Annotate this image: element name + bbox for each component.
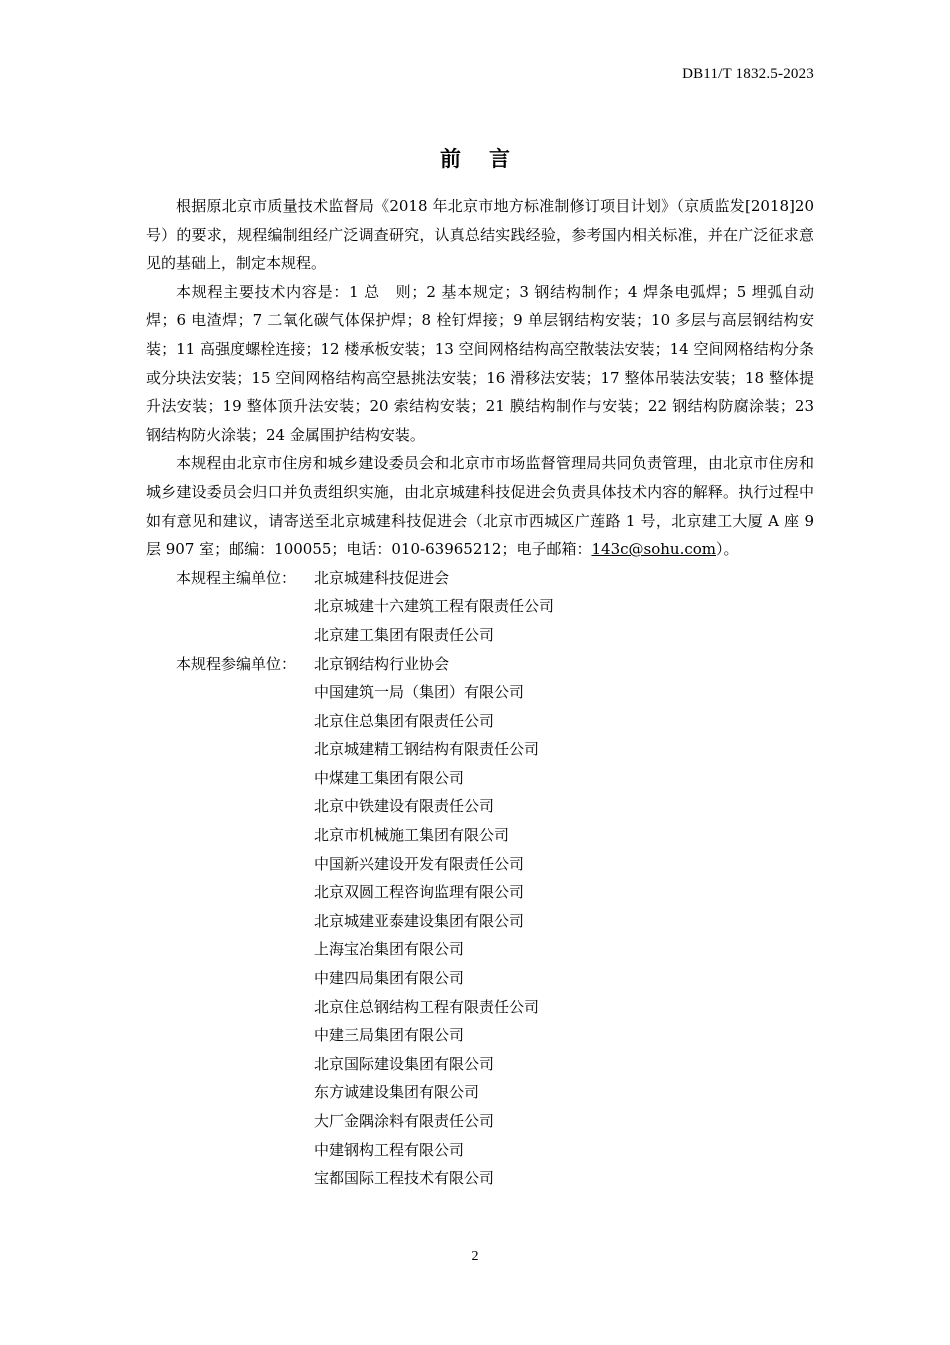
chief-editor-label: 本规程主编单位： (176, 568, 297, 587)
chief-editor-name: 北京城建十六建筑工程有限责任公司 (314, 597, 555, 616)
participating-name: 北京住总钢结构工程有限责任公司 (314, 997, 540, 1016)
participating-name: 东方诚建设集团有限公司 (314, 1083, 480, 1102)
participating-name: 中建三局集团有限公司 (314, 1026, 465, 1045)
list-item (146, 792, 814, 821)
chief-editor-units (146, 564, 814, 650)
participating-name: 北京中铁建设有限责任公司 (314, 797, 495, 816)
participating-name: 中建钢构工程有限公司 (314, 1140, 465, 1159)
participating-name: 上海宝冶集团有限公司 (314, 940, 465, 959)
participating-name: 北京市机械施工集团有限公司 (314, 826, 510, 845)
document-code: DB11/T 1832.5-2023 (682, 66, 814, 82)
list-item (146, 1136, 814, 1165)
paragraph-main-content: 本规程主要技术内容是：1 总 则；2 基本规定；3 钢结构制作；4 焊条电弧焊；5 埋弧自动焊；6 电渣焊；7 二氧化碳气体保护焊；8 栓钉焊接；9 单层钢结构安装；10 多层与高层钢结构安装；11 高强度螺栓连接；12 楼承板安装；13 空间网格结构高空散装法安装；14 空间网格结构分条或分块法安装；15 空间网格结构高空悬挑法安装；16 滑移法安装；17 整体吊装法安装；18 整体提升法安装；19 整体顶升法安装；20 索结构安装；21 膜结构制作与安装；22 钢结构防腐涂装；23 钢结构防火涂装；24 金属围护结构安装。 (146, 282, 814, 444)
participating-name: 北京城建精工钢结构有限责任公司 (314, 740, 540, 759)
list-item (146, 964, 814, 993)
list-item (146, 1164, 814, 1193)
list-item (146, 1078, 814, 1107)
participating-name: 北京城建亚泰建设集团有限公司 (314, 911, 525, 930)
list-item (146, 850, 814, 879)
participating-name: 北京国际建设集团有限公司 (314, 1054, 495, 1073)
management-text-end: ）。 (716, 540, 739, 559)
paragraph-basis: 根据原北京市质量技术监督局《2018 年北京市地方标准制修订项目计划》（京质监发[2018]20 号）的要求，规程编制组经广泛调查研究，认真总结实践经验，参考国内相关标准，并在广泛征求意见的基础上，制定本规程。 (146, 197, 814, 273)
list-item (146, 1050, 814, 1079)
list-item (146, 678, 814, 707)
participating-name: 北京住总集团有限责任公司 (314, 711, 495, 730)
participating-name: 北京钢结构行业协会 (314, 654, 450, 673)
chief-editor-name: 北京城建科技促进会 (314, 568, 450, 587)
list-item (146, 621, 814, 650)
participating-name: 中建四局集团有限公司 (314, 969, 465, 988)
list-item (146, 935, 814, 964)
participating-name: 北京双圆工程咨询监理有限公司 (314, 883, 525, 902)
list-item (146, 707, 814, 736)
list-item (146, 564, 814, 593)
list-item (146, 650, 814, 679)
list-item (146, 1021, 814, 1050)
list-item (146, 907, 814, 936)
list-item (146, 821, 814, 850)
management-text: 本规程由北京市住房和城乡建设委员会和北京市市场监督管理局共同负责管理，由北京市住房和城乡建设委员会归口并负责组织实施，由北京城建科技促进会负责具体技术内容的解释。执行过程中如有意见和建议，请寄送至北京城建科技促进会（北京市西城区广莲路 1 号，北京建工大厦 A 座 9 层 907 室；邮编：100055；电话：010-63965212；电子邮箱： (146, 454, 814, 559)
page-title: 前言 (440, 147, 538, 171)
email-link[interactable]: 143c@sohu.com (591, 540, 716, 559)
participating-label: 本规程参编单位： (176, 654, 297, 673)
list-item (146, 993, 814, 1022)
list-item (146, 764, 814, 793)
list-item (146, 878, 814, 907)
document-body (146, 192, 814, 1193)
participating-name: 中国新兴建设开发有限责任公司 (314, 854, 525, 873)
participating-name: 中国建筑一局（集团）有限公司 (314, 683, 525, 702)
chief-editor-name: 北京建工集团有限责任公司 (314, 625, 495, 644)
participating-name: 中煤建工集团有限公司 (314, 768, 465, 787)
page-number: 2 (471, 1249, 479, 1264)
list-item (146, 1107, 814, 1136)
paragraph-management (146, 449, 814, 563)
list-item (146, 592, 814, 621)
participating-name: 宝都国际工程技术有限公司 (314, 1169, 495, 1188)
list-item (146, 735, 814, 764)
participating-units (146, 650, 814, 1193)
participating-name: 大厂金隅涂料有限责任公司 (314, 1112, 495, 1130)
